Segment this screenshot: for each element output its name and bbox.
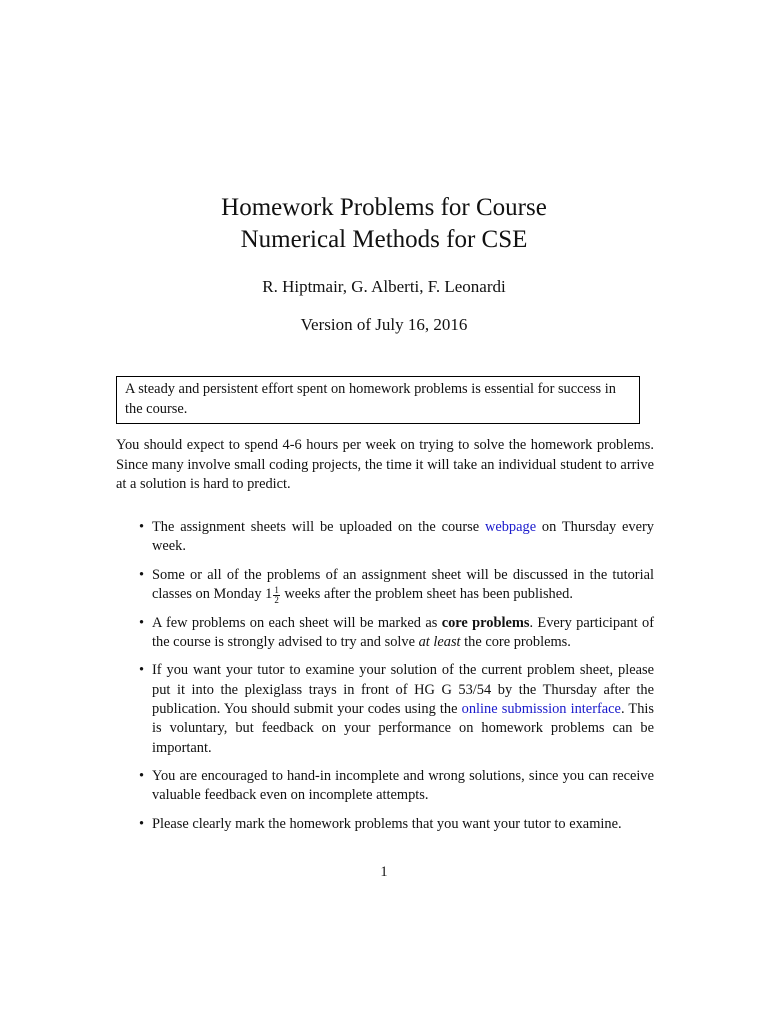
version-date: Version of July 16, 2016: [300, 315, 468, 334]
bullet-icon: •: [139, 519, 145, 535]
fraction-denominator: 2: [274, 594, 279, 605]
item-text: You are encouraged to hand-in incomplete and wrong solutions, since you can receive valuable feedback even on incomplete attempts.: [152, 767, 654, 804]
item-text: the core problems.: [460, 634, 571, 651]
item-text: Some or all of the problems of an assignment sheet will be discussed in the tutorial classes on Monday 1: [152, 566, 654, 602]
page-number: 1: [380, 864, 388, 880]
webpage-link[interactable]: webpage: [484, 519, 537, 535]
bullet-list: [116, 518, 654, 843]
list-item: [116, 767, 654, 806]
list-item: [116, 566, 654, 605]
bullet-icon: •: [139, 767, 145, 784]
fraction-numerator: 1: [274, 584, 279, 595]
list-item: [116, 661, 654, 757]
bullet-icon: •: [139, 614, 145, 631]
authors: R. Hiptmair, G. Alberti, F. Leonardi: [262, 277, 506, 296]
boxed-note: A steady and persistent effort spent on homework problems is essential for success in the course.: [116, 376, 640, 424]
intro-paragraph: You should expect to spend 4-6 hours per week on trying to solve the homework problems. Since many involve small coding projects, the time it will take an individual student to arrive at a solution is hard to predict.: [116, 437, 654, 492]
list-item: [116, 815, 654, 834]
core-problems-emphasis: core problems: [441, 614, 530, 631]
bullet-icon: •: [139, 815, 145, 832]
title-line-1: Homework Problems for Course: [221, 194, 547, 221]
title-line-2: Numerical Methods for CSE: [240, 226, 528, 253]
bullet-icon: •: [139, 566, 145, 583]
item-text: Please clearly mark the homework problems that you want your tutor to examine.: [152, 815, 622, 832]
online-submission-link[interactable]: online submission interface: [461, 701, 621, 718]
document-title: [0, 192, 768, 256]
item-text: . This is voluntary, but feedback on your performance on homework problems can be important.: [152, 701, 654, 756]
list-item: [116, 614, 654, 653]
item-text: If you want your tutor to examine your solution of the current problem sheet, please put it into the plexiglass trays in front of HG G 53/54 by the Thursday after the publication. You should submit your codes using the: [152, 662, 654, 718]
item-text: . Every participant of the course is strongly advised to try and solve: [152, 614, 654, 651]
item-text: The assignment sheets will be uploaded on the course: [152, 519, 485, 535]
item-text: on Thursday every week.: [152, 519, 655, 555]
fraction: [273, 586, 280, 605]
item-text: weeks after the problem sheet has been published.: [280, 585, 573, 602]
item-text: A few problems on each sheet will be marked as: [152, 614, 442, 631]
at-least-emphasis: at least: [418, 634, 461, 651]
list-item: [116, 518, 654, 557]
bullet-icon: •: [139, 662, 145, 679]
